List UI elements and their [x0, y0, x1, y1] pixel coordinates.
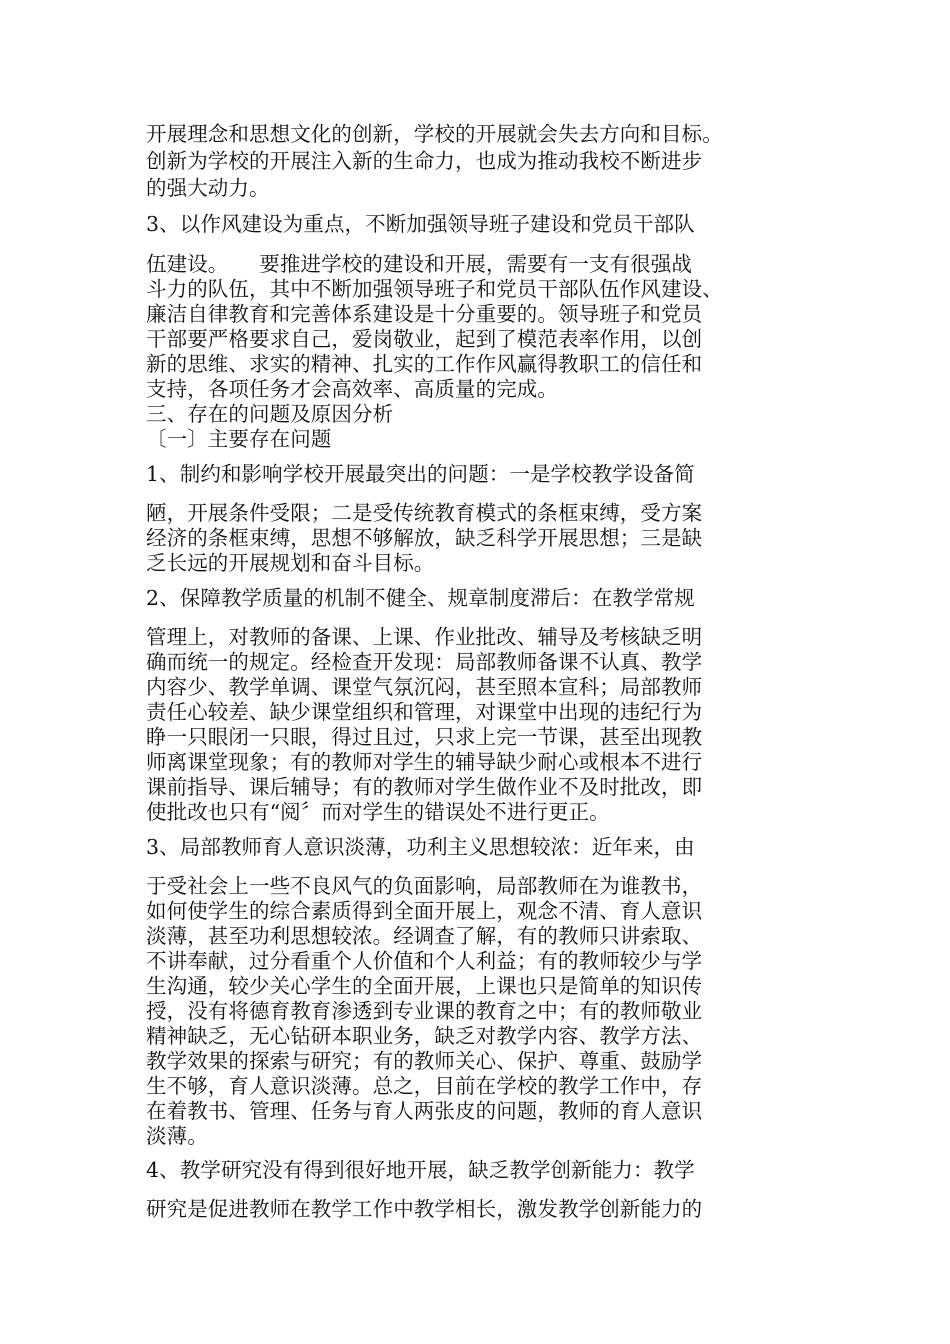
- text-line: 授，没有将德育教育渗透到专业课的教育之中；有的教师敬业: [146, 999, 703, 1023]
- text-line: 4、教学研究没有得到很好地开展，缺乏教学创新能力：教学: [146, 1158, 695, 1182]
- text-line: 生沟通，较少关心学生的全面开展，上课也只是简单的知识传: [146, 974, 703, 998]
- text-line: 责任心较差、缺少课堂组织和管理，对课堂中出现的违纪行为: [146, 700, 703, 724]
- text-line: 创新为学校的开展注入新的生命力，也成为推动我校不断进步: [146, 149, 703, 173]
- text-line: 伍建设。 要推进学校的建设和开展，需要有一支有很强战: [146, 252, 692, 276]
- text-line: 支持，各项任务才会高效率、高质量的完成。: [146, 377, 558, 401]
- text-line: 3、以作风建设为重点，不断加强领导班子建设和党员干部队: [146, 212, 695, 236]
- text-line: 廉洁自律教育和完善体系建设是十分重要的。领导班子和党员: [146, 302, 703, 326]
- text-line: 管理上，对教师的备课、上课、作业批改、辅导及考核缺乏明: [146, 625, 703, 649]
- text-line: 师离课堂现象；有的教师对学生的辅导缺少耐心或根本不进行: [146, 750, 703, 774]
- text-line: 教学效果的探索与研究；有的教师关心、保护、尊重、鼓励学: [146, 1049, 703, 1073]
- text-line: 乏长远的开展规划和奋斗目标。: [146, 551, 435, 575]
- text-line: 淡薄。: [146, 1124, 208, 1148]
- subsection-heading: 〔一〕主要存在问题: [146, 427, 332, 451]
- text-line: 斗力的队伍，其中不断加强领导班子和党员干部队伍作风建设、: [146, 277, 723, 301]
- text-line: 内容少、教学单调、课堂气氛沉闷，甚至照本宣科；局部教师: [146, 675, 703, 699]
- text-line: 如何使学生的综合素质得到全面开展上，观念不清、育人意识: [146, 899, 703, 923]
- text-line: 在着教书、管理、任务与育人两张皮的问题，教师的育人意识: [146, 1099, 703, 1123]
- text-line: 干部要严格要求自己，爱岗敬业，起到了模范表率作用，以创: [146, 327, 703, 351]
- text-line: 1、制约和影响学校开展最突出的问题：一是学校教学设备简: [146, 462, 695, 486]
- text-line: 研究是促进教师在教学工作中教学相长，激发教学创新能力的: [146, 1197, 703, 1221]
- section-heading: 三、存在的问题及原因分析: [146, 402, 394, 426]
- text-line: 确而统一的规定。经检查开发现：局部教师备课不认真、教学: [146, 650, 703, 674]
- text-line: 于受社会上一些不良风气的负面影响，局部教师在为谁教书，: [146, 874, 703, 898]
- text-line: 精神缺乏，无心钻研本职业务，缺乏对教学内容、教学方法、: [146, 1024, 703, 1048]
- text-line: 生不够，育人意识淡薄。总之，目前在学校的教学工作中，存: [146, 1074, 703, 1098]
- text-line: 课前指导、课后辅导；有的教师对学生做作业不及时批改，即: [146, 775, 703, 799]
- text-line: 不讲奉献，过分看重个人价值和个人利益；有的教师较少与学: [146, 949, 703, 973]
- text-line: 开展理念和思想文化的创新，学校的开展就会失去方向和目标。: [146, 122, 723, 146]
- text-line: 淡薄，甚至功利思想较浓。经调查了解，有的教师只讲索取、: [146, 924, 703, 948]
- text-line: 新的思维、求实的精神、扎实的工作作风赢得教职工的信任和: [146, 352, 703, 376]
- text-line: 的强大动力。: [146, 176, 270, 200]
- text-line: 3、局部教师育人意识淡薄，功利主义思想较浓：近年来，由: [146, 835, 695, 859]
- text-line: 睁一只眼闭一只眼，得过且过，只求上完一节课，甚至出现教: [146, 725, 703, 749]
- text-line: 2、保障教学质量的机制不健全、规章制度滞后：在教学常规: [146, 586, 695, 610]
- text-line: 陋，开展条件受限；二是受传统教育模式的条框束缚，受方案: [146, 501, 703, 525]
- text-line: 经济的条框束缚，思想不够解放，缺乏科学开展思想；三是缺: [146, 526, 703, 550]
- text-line: 使批改也只有“阅〞而对学生的错误处不进行更正。: [146, 800, 610, 824]
